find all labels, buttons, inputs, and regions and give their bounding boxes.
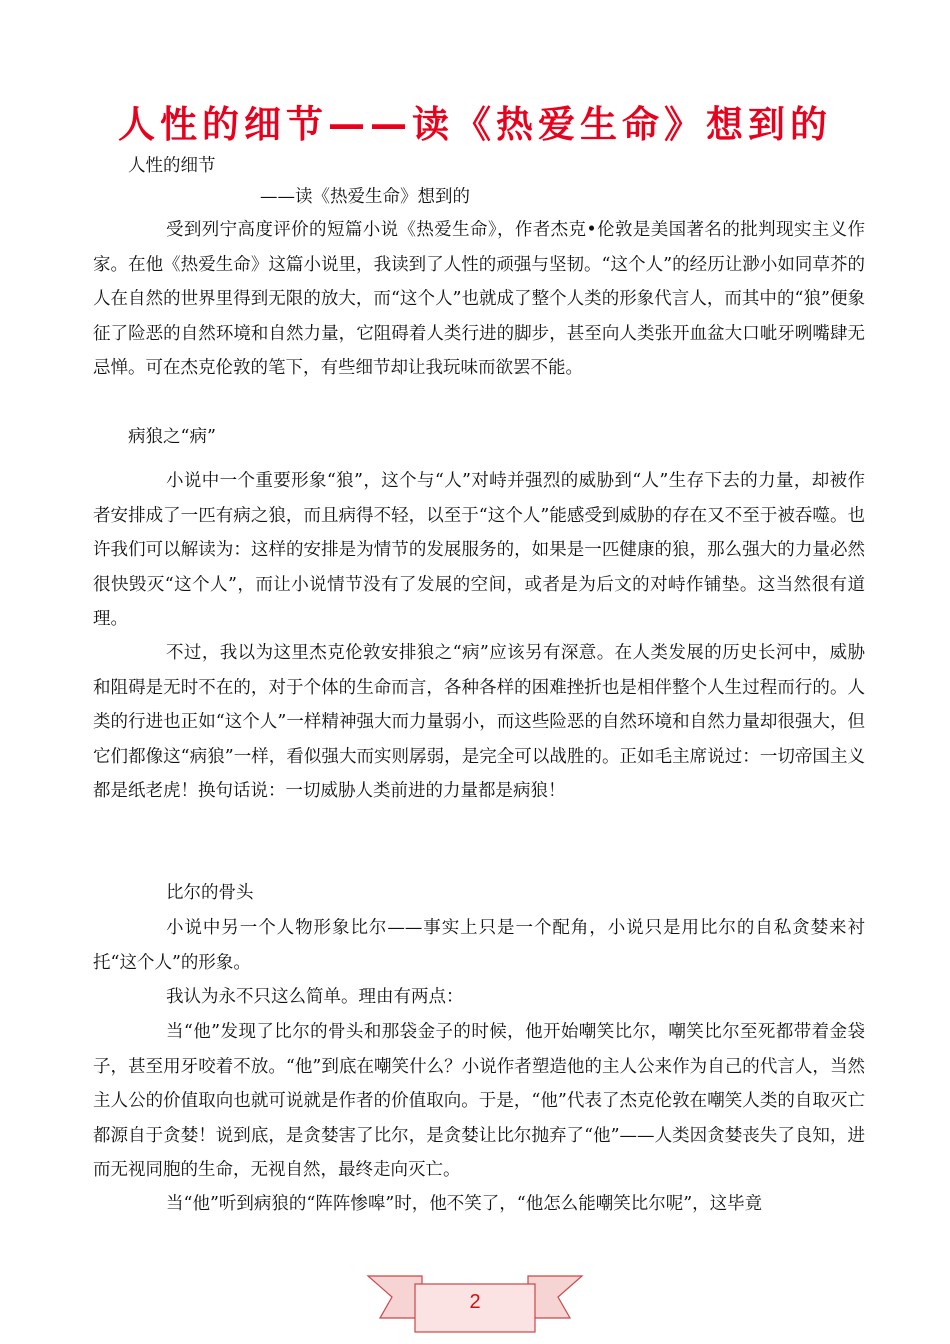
paragraph-sick-wolf-1: 小说中一个重要形象“狼”，这个与“人”对峙并强烈的威胁到“人”生存下去的力量，却被作者安排成了一匹有病之狼，而且病得不轻，以至于“这个人”能感受到威胁的存在又不至于被吞噬。也许我们可以解读为：这样的安排是为情节的发展服务的，如果是一匹健康的狼，那么强大的力量必然很快毁灭“这个人”，而让小说情节没有了发展的空间，或者是为后文的对峙作铺垫。这当然很有道理。 [93,471,865,629]
page-number: 2 [469,1291,481,1313]
paragraph-bill-3: 当“他”发现了比尔的骨头和那袋金子的时候，他开始嘲笑比尔，嘲笑比尔至死都带着金袋子，甚至用牙咬着不放。“他”到底在嘲笑什么？小说作者塑造他的主人公来作为自己的代言人，当然主人公的价值取向也就可说就是作者的价值取向。于是，“他”代表了杰克伦敦在嘲笑人类的自取灭亡都源自于贪婪！说到底，是贪婪害了比尔，是贪婪让比尔抛弃了“他”——人类因贪婪丧失了良知，进而无视同胞的生命，无视自然，最终走向灭亡。 [93,1022,865,1180]
subtitle-secondary: ——读《热爱生命》想到的 [260,187,470,207]
ribbon-right-tail [528,1276,582,1318]
paragraph-bill-4: 当“他”听到病狼的“阵阵惨嗥”时，他不笑了，“他怎么能嘲笑比尔呢”，这毕竟 [166,1194,763,1214]
subtitle-main: 人性的细节 [128,156,216,176]
paragraph-sick-wolf-2: 不过，我以为这里杰克伦敦安排狼之“病”应该另有深意。在人类发展的历史长河中，威胁和阻碍是无时不在的，对于个体的生命而言，各种各样的困难挫折也是相伴整个人生过程而行的。人类的行进也正如“这个人”一样精神强大而力量弱小，而这些险恶的自然环境和自然力量却很强大，但它们都像这“病狼”一样，看似强大而实则孱弱，是完全可以战胜的。正如毛主席说过：一切帝国主义都是纸老虎！换句话说：一切威胁人类前进的力量都是病狼！ [93,643,865,801]
document-title: 人性的细节——读《热爱生命》想到的 [118,103,832,146]
section-heading-bills-bones: 比尔的骨头 [166,883,254,903]
section-heading-sick-wolf: 病狼之“病” [128,427,216,447]
paragraph-bill-2: 我认为永不只这么简单。理由有两点： [166,987,464,1007]
paragraph-intro: 受到列宁高度评价的短篇小说《热爱生命》，作者杰克•伦敦是美国著名的批判现实主义作家。在他《热爱生命》这篇小说里，我读到了人性的顽强与坚韧。“这个人”的经历让渺小如同草芥的人在自然的世界里得到无限的放大，而“这个人”也就成了整个人类的形象代言人，而其中的“狼”便象征了险恶的自然环境和自然力量，它阻碍着人类行进的脚步，甚至向人类张开血盆大口呲牙咧嘴肆无忌惮。可在杰克伦敦的笔下，有些细节却让我玩味而欲罢不能。 [93,220,865,378]
paragraph-bill-1: 小说中另一个人物形象比尔——事实上只是一个配角，小说只是用比尔的自私贪婪来衬托“这个人”的形象。 [93,918,865,973]
ribbon-left-tail [368,1276,422,1318]
